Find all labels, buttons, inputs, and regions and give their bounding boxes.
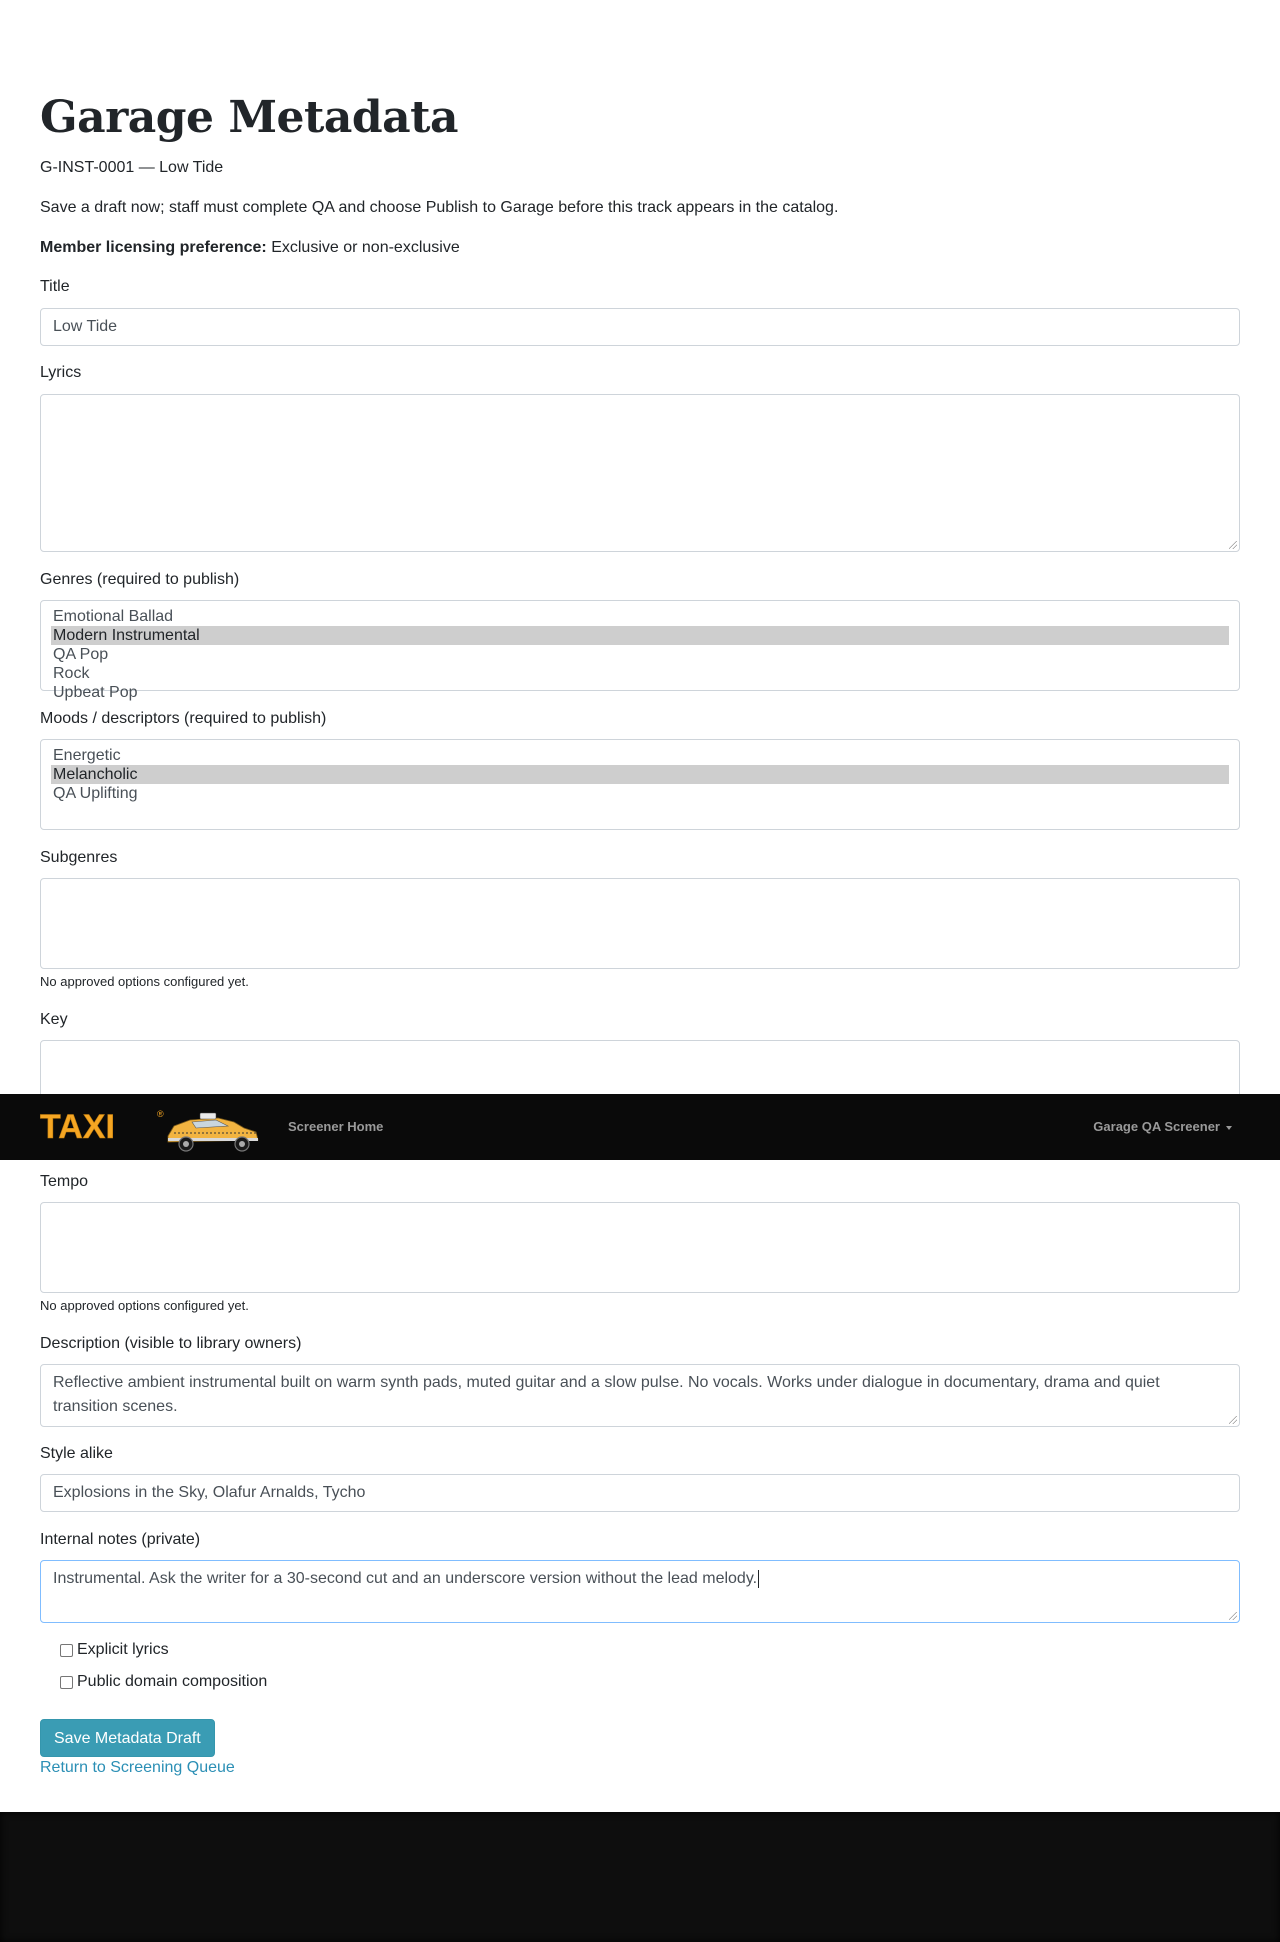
page-footer	[0, 1812, 1280, 1942]
mood-option-selected[interactable]: Melancholic	[51, 765, 1229, 784]
taxi-cab-icon	[40, 1102, 262, 1154]
user-menu-dropdown[interactable]	[1093, 1094, 1232, 1160]
moods-select[interactable]	[40, 739, 1240, 830]
genres-select[interactable]	[40, 600, 1240, 701]
track-id-line: G-INST-0001 — Low Tide	[40, 159, 224, 176]
subgenres-help: No approved options configured yet.	[40, 974, 249, 989]
lyrics-textarea[interactable]	[40, 394, 1240, 552]
internal-notes-textarea[interactable]	[40, 1560, 1240, 1623]
licensing-preference	[40, 238, 460, 259]
subgenres-label: Subgenres	[40, 849, 118, 866]
key-label: Key	[40, 1011, 68, 1028]
page-title: Garage Metadata	[40, 92, 458, 143]
tempo-select[interactable]	[40, 1202, 1240, 1293]
description-textarea[interactable]	[40, 1364, 1240, 1427]
logo-registered: ®	[157, 1109, 164, 1119]
intro-text: Save a draft now; staff must complete QA and choose Publish to Garage before this track appears in the catalog.	[40, 199, 839, 216]
genres-label: Genres (required to publish)	[40, 571, 240, 588]
tempo-help: No approved options configured yet.	[40, 1298, 249, 1313]
public-domain-row[interactable]	[60, 1673, 267, 1691]
subgenres-select[interactable]	[40, 878, 1240, 969]
tempo-label: Tempo	[40, 1173, 89, 1190]
resize-handle[interactable]	[1229, 1612, 1237, 1620]
internal-notes-label: Internal notes (private)	[40, 1531, 201, 1548]
moods-label: Moods / descriptors (required to publish)	[40, 710, 327, 727]
screener-home-link[interactable]: Screener Home	[288, 1119, 384, 1134]
explicit-lyrics-checkbox[interactable]	[60, 1644, 73, 1657]
resize-handle[interactable]	[1229, 541, 1237, 549]
caret-down-icon	[1226, 1126, 1232, 1130]
return-to-queue-link[interactable]: Return to Screening Queue	[40, 1759, 235, 1776]
description-value: Reflective ambient instrumental built on warm synth pads, muted guitar and a slow pulse. No vocals. Works under dialogue in documentary, drama and quiet transition scenes.	[53, 1374, 1160, 1415]
save-metadata-draft-button[interactable]: Save Metadata Draft	[40, 1719, 215, 1757]
internal-notes-value: Instrumental. Ask the writer for a 30-second cut and an underscore version without the lead melody.	[53, 1570, 758, 1587]
genre-option[interactable]: Upbeat Pop	[53, 684, 138, 701]
top-navbar	[0, 1094, 1280, 1160]
style-alike-label: Style alike	[40, 1445, 113, 1462]
title-label: Title	[40, 278, 70, 295]
style-alike-input[interactable]: Explosions in the Sky, Olafur Arnalds, Tycho	[40, 1474, 1240, 1512]
public-domain-label: Public domain composition	[77, 1673, 268, 1690]
mood-option[interactable]: QA Uplifting	[53, 785, 138, 802]
taxi-logo[interactable]	[40, 1102, 262, 1154]
genre-option[interactable]: QA Pop	[53, 646, 109, 663]
logo-text: TAXI	[40, 1108, 115, 1146]
text-cursor	[758, 1570, 759, 1588]
user-menu-label: Garage QA Screener	[1093, 1119, 1220, 1134]
resize-handle[interactable]	[1229, 1416, 1237, 1424]
genre-option-selected[interactable]: Modern Instrumental	[51, 626, 1229, 645]
title-input[interactable]: Low Tide	[40, 308, 1240, 346]
explicit-lyrics-label: Explicit lyrics	[77, 1641, 169, 1658]
genre-option[interactable]: Rock	[53, 665, 90, 682]
licensing-value: Exclusive or non-exclusive	[271, 239, 460, 256]
genre-option[interactable]: Emotional Ballad	[53, 608, 174, 625]
description-label: Description (visible to library owners)	[40, 1335, 302, 1352]
licensing-label: Member licensing preference:	[40, 239, 267, 256]
lyrics-label: Lyrics	[40, 364, 82, 381]
public-domain-checkbox[interactable]	[60, 1676, 73, 1689]
mood-option[interactable]: Energetic	[53, 747, 121, 764]
explicit-lyrics-row[interactable]	[60, 1641, 169, 1659]
